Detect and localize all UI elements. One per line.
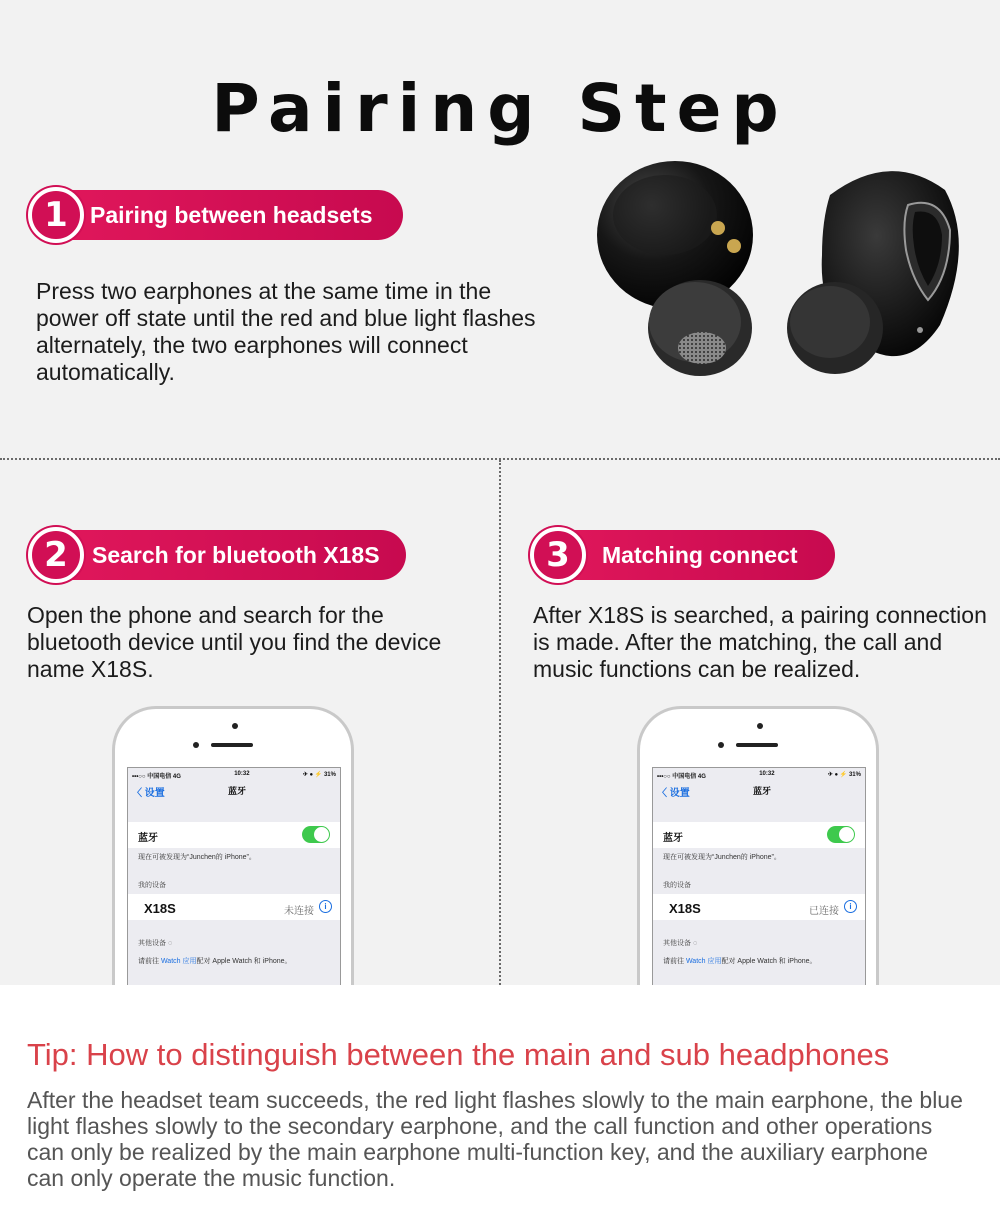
watch-note: 请前往 Watch 应用配对 Apple Watch 和 iPhone。 xyxy=(663,958,817,965)
step-3-text: After X18S is searched, a pairing connection is made. After the matching, the call and music functions can be realized. xyxy=(533,602,987,682)
watch-app-link[interactable]: Watch 应用 xyxy=(685,958,722,965)
tip-title: Tip: How to distinguish between the main and sub headphones xyxy=(27,1037,890,1072)
my-devices-header: 我的设备 xyxy=(663,882,691,889)
other-devices-header: 其他设备 ◌ xyxy=(138,940,173,947)
step-3-number: 3 xyxy=(530,527,586,583)
step-1-badge xyxy=(28,190,403,240)
spinner-icon: ◌ xyxy=(167,940,173,947)
bluetooth-label: 蓝牙 xyxy=(138,833,158,844)
device-status: 已连接 xyxy=(809,906,839,917)
bluetooth-toggle[interactable] xyxy=(302,826,330,843)
bluetooth-row xyxy=(128,822,340,848)
step-2-label: Search for bluetooth X18S xyxy=(92,541,380,568)
screen-title: 蓝牙 xyxy=(228,786,247,796)
bluetooth-row xyxy=(653,822,865,848)
nav-bar xyxy=(657,782,861,798)
bluetooth-toggle[interactable] xyxy=(827,826,855,843)
device-row-x18s[interactable] xyxy=(653,894,865,920)
phone-2-screen xyxy=(652,767,866,996)
back-button[interactable]: 〈 设置 xyxy=(657,788,690,799)
discoverable-note: 现在可被发现为“Junchen的 iPhone”。 xyxy=(138,854,256,861)
my-devices-header: 我的设备 xyxy=(138,882,166,889)
phone-1-screen xyxy=(127,767,341,996)
other-devices-header: 其他设备 ◌ xyxy=(663,940,698,947)
spinner-icon: ◌ xyxy=(692,940,698,947)
status-battery: ✈ ● ⚡ 31% xyxy=(827,772,861,778)
page-title: Pairing Step xyxy=(211,70,789,147)
step-3-badge xyxy=(530,530,835,580)
info-icon[interactable]: i xyxy=(319,900,332,913)
step-3-label: Matching connect xyxy=(602,541,798,568)
status-time: 10:32 xyxy=(234,771,250,777)
phone-speaker xyxy=(211,743,253,747)
phone-speaker xyxy=(736,743,778,747)
step-2-number: 2 xyxy=(28,527,84,583)
status-time: 10:32 xyxy=(759,771,775,777)
phone-sensor xyxy=(193,742,199,748)
status-battery: ✈ ● ⚡ 31% xyxy=(302,772,336,778)
step-2-badge xyxy=(28,530,406,580)
status-carrier: •••○○ 中国电信 4G xyxy=(132,774,181,780)
phone-1 xyxy=(112,706,354,996)
status-bar xyxy=(132,771,336,780)
status-bar xyxy=(657,771,861,780)
tip-text: After the headset team succeeds, the red light flashes slowly to the main earphone, the blue light flashes slowly to the secondary earphone, and the call function and other operations can only be realized by the main earphone multi-function key, and the auxiliary earphone can only operate the music function. xyxy=(27,1087,963,1191)
phone-sensor xyxy=(718,742,724,748)
device-name: X18S xyxy=(669,901,701,916)
back-button[interactable]: 〈 设置 xyxy=(132,788,165,799)
step-2-text: Open the phone and search for the bluetooth device until you find the device name X18S. xyxy=(27,602,442,682)
earbuds-image xyxy=(590,150,980,390)
phone-camera xyxy=(232,723,238,729)
step-1-text: Press two earphones at the same time in the power off state until the red and blue light flashes alternately, the two earphones will connect automatically. xyxy=(36,278,536,385)
bluetooth-label: 蓝牙 xyxy=(663,833,683,844)
device-row-x18s[interactable] xyxy=(128,894,340,920)
phone-2 xyxy=(637,706,879,996)
step-1-label: Pairing between headsets xyxy=(90,201,373,228)
nav-bar xyxy=(132,782,336,798)
divider-vertical xyxy=(499,460,501,985)
status-carrier: •••○○ 中国电信 4G xyxy=(657,774,706,780)
discoverable-note: 现在可被发现为“Junchen的 iPhone”。 xyxy=(663,854,781,861)
watch-app-link[interactable]: Watch 应用 xyxy=(160,958,197,965)
device-status: 未连接 xyxy=(284,906,314,917)
screen-title: 蓝牙 xyxy=(753,786,772,796)
phone-camera xyxy=(757,723,763,729)
step-1-number: 1 xyxy=(28,187,84,243)
watch-note: 请前往 Watch 应用配对 Apple Watch 和 iPhone。 xyxy=(138,958,292,965)
device-name: X18S xyxy=(144,901,176,916)
info-icon[interactable]: i xyxy=(844,900,857,913)
